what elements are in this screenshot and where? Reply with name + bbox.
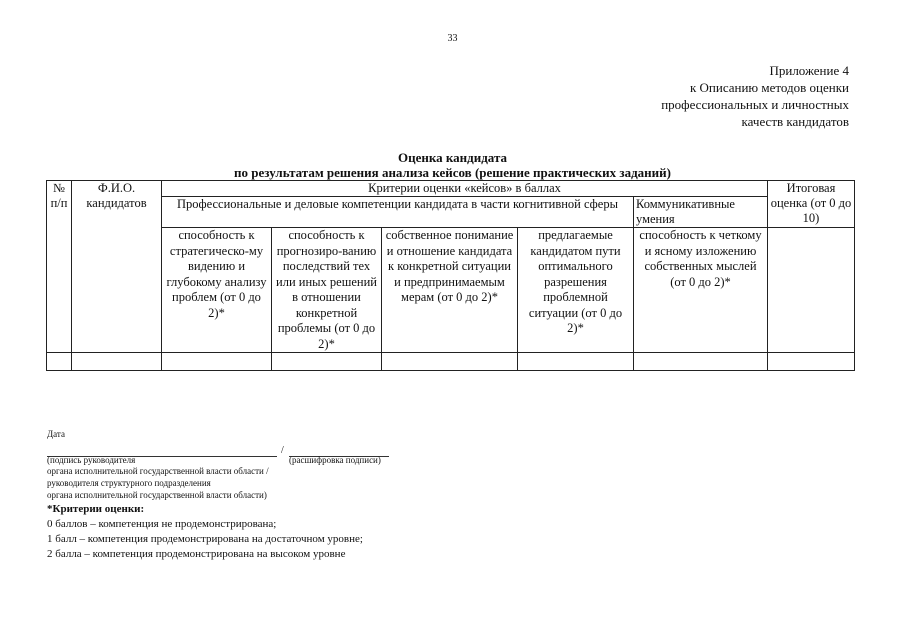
criterion-4: предлагаемые кандидатом пути оптимального разрешения проблемной ситуации (от 0 до 2)* bbox=[518, 228, 634, 353]
header-name: Ф.И.О. кандидатов bbox=[72, 181, 162, 353]
header-communicative: Коммуникативные умения bbox=[634, 197, 768, 228]
cell[interactable] bbox=[47, 353, 72, 371]
criteria-heading: *Критерии оценки: bbox=[47, 503, 145, 515]
cell[interactable] bbox=[382, 353, 518, 371]
appendix-header bbox=[661, 62, 849, 130]
document-title bbox=[0, 150, 905, 180]
criterion-3: собственное понимание и отношение кандидата к конкретной ситуации и предпринимаемым мерам (от 0 до 2)* bbox=[382, 228, 518, 353]
date-label: Дата bbox=[47, 429, 65, 439]
criteria-item: 1 балл – компетенция продемонстрирована на достаточном уровне; bbox=[47, 533, 363, 545]
org-line: органа исполнительной государственной власти области / bbox=[47, 466, 269, 476]
title: Оценка кандидата bbox=[397, 150, 508, 165]
criterion-2: способность к прогнозиро-ванию последствий тех или иных решений в отношении конкретной проблемы (от 0 до 2)* bbox=[272, 228, 382, 353]
org-line: руководителя структурного подразделения bbox=[47, 478, 211, 488]
criterion-5: способность к четкому и ясному изложению собственных мыслей (от 0 до 2)* bbox=[634, 228, 768, 353]
cell[interactable] bbox=[72, 353, 162, 371]
subtitle: по результатам решения анализа кейсов (решение практических заданий) bbox=[234, 165, 671, 180]
cell[interactable] bbox=[518, 353, 634, 371]
criteria-legend bbox=[47, 502, 363, 562]
slash: / bbox=[281, 445, 284, 456]
header-professional: Профессиональные и деловые компетенции кандидата в части когнитивной сферы bbox=[162, 197, 634, 228]
criteria-item: 0 баллов – компетенция не продемонстрирована; bbox=[47, 518, 277, 530]
appendix-line: качеств кандидатов bbox=[741, 114, 849, 129]
cell[interactable] bbox=[272, 353, 382, 371]
criterion-1: способность к стратегическо-му видению и глубокому анализу проблем (от 0 до 2)* bbox=[162, 228, 272, 353]
header-number: № п/п bbox=[47, 181, 72, 353]
page-number: 33 bbox=[447, 33, 458, 44]
evaluation-table bbox=[46, 180, 855, 371]
header-criteria: Критерии оценки «кейсов» в баллах bbox=[162, 181, 768, 197]
header-total: Итоговая оценка (от 0 до 10) bbox=[768, 181, 855, 228]
org-line: органа исполнительной государственной власти области) bbox=[47, 490, 267, 500]
signature-label: (подпись руководителя bbox=[47, 455, 136, 465]
cell[interactable] bbox=[162, 353, 272, 371]
cell[interactable] bbox=[768, 353, 855, 371]
total-cell bbox=[768, 228, 855, 353]
criteria-item: 2 балла – компетенция продемонстрирована на высоком уровне bbox=[47, 548, 346, 560]
appendix-line: профессиональных и личностных bbox=[661, 97, 849, 112]
table-row bbox=[47, 353, 855, 371]
decode-label: (расшифровка подписи) bbox=[289, 455, 381, 465]
cell[interactable] bbox=[634, 353, 768, 371]
appendix-line: к Описанию методов оценки bbox=[689, 80, 849, 95]
appendix-line: Приложение 4 bbox=[769, 63, 849, 78]
